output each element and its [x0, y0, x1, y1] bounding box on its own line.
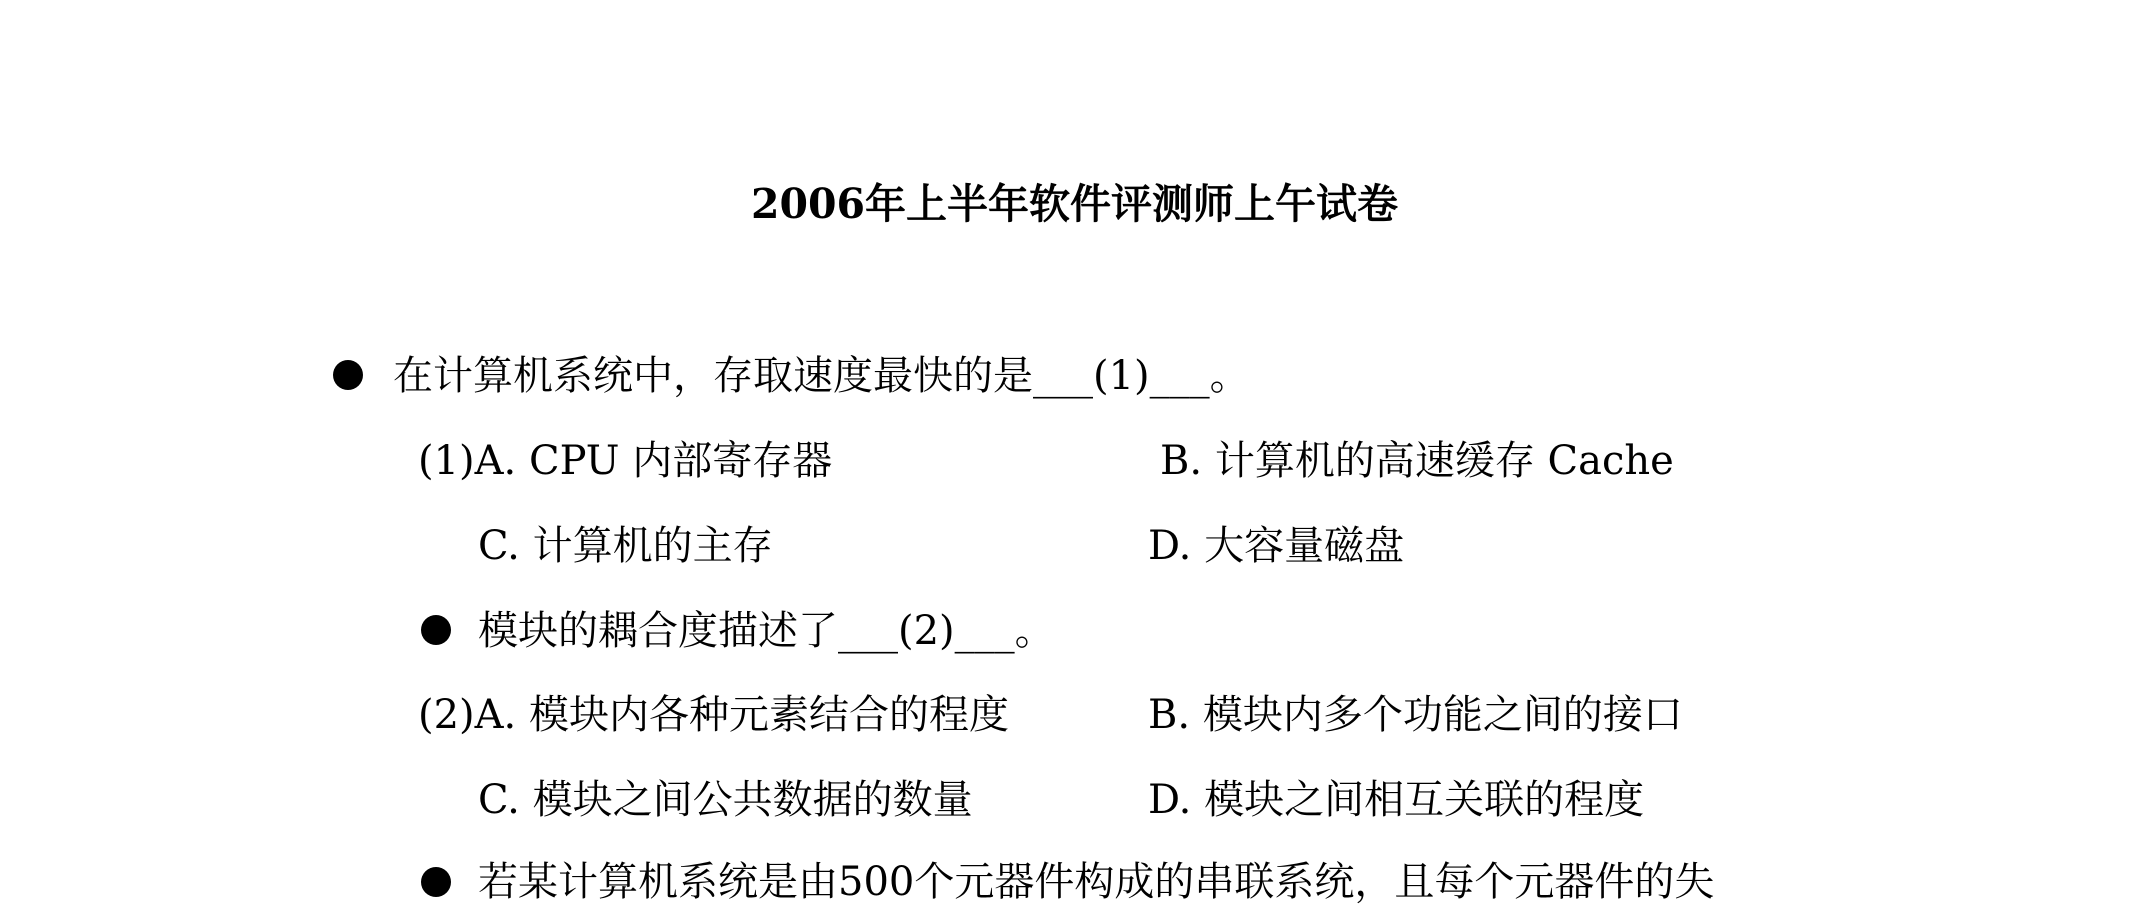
- question-2-stem: 模块的耦合度描述了___(2)___。: [478, 608, 1055, 654]
- bullet-icon: [333, 360, 363, 390]
- bullet-icon: [421, 615, 451, 645]
- question-2-option-d: D. 模块之间相互关联的程度: [1148, 777, 1645, 823]
- question-3-stem: 若某计算机系统是由500个元器件构成的串联系统，且每个元器件的失: [478, 859, 1715, 905]
- question-2-option-a: (2)A. 模块内各种元素结合的程度: [418, 692, 1009, 738]
- document-title: 2006年上半年软件评测师上午试卷: [750, 180, 1399, 228]
- bullet-icon: [421, 867, 451, 897]
- question-1-option-b: B. 计算机的高速缓存 Cache: [1160, 438, 1674, 484]
- question-2-option-b: B. 模块内多个功能之间的接口: [1148, 692, 1683, 738]
- question-1-option-c: C. 计算机的主存: [478, 523, 773, 569]
- question-2-option-c: C. 模块之间公共数据的数量: [478, 777, 973, 823]
- question-1-stem: 在计算机系统中，存取速度最快的是___(1)___。: [393, 353, 1250, 399]
- question-1-option-a: (1)A. CPU 内部寄存器: [418, 438, 833, 484]
- question-1-option-d: D. 大容量磁盘: [1148, 523, 1405, 569]
